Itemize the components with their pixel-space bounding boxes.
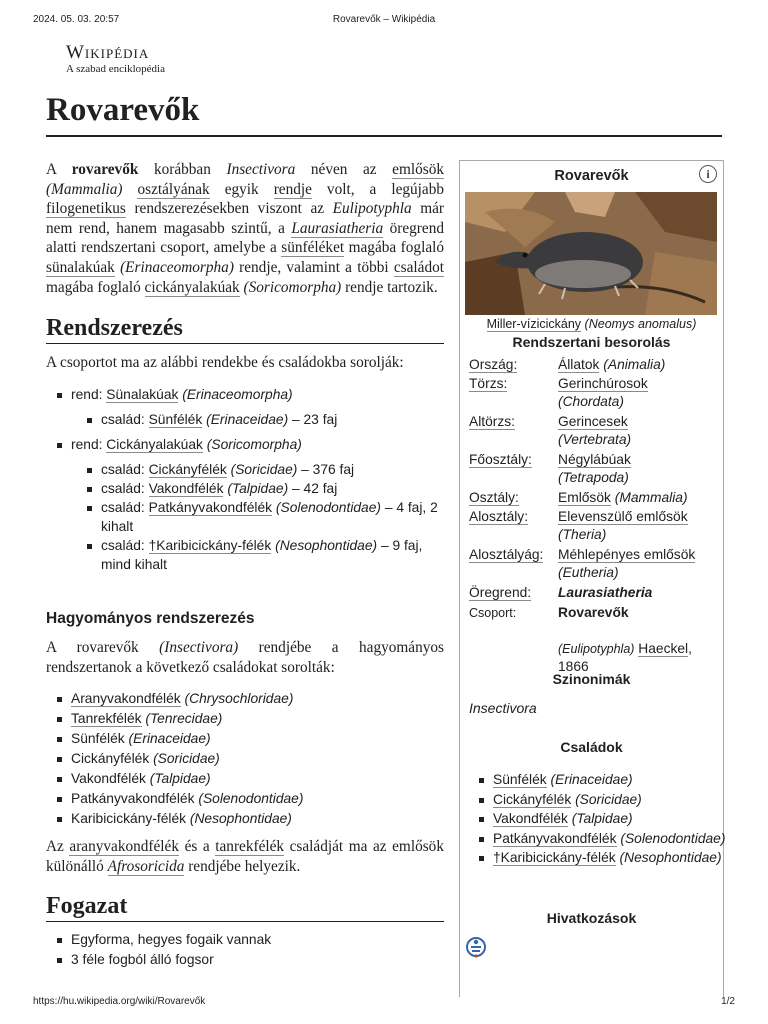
print-page-number: 1/2 (721, 996, 735, 1007)
text-run: (Neomys anomalus) (584, 317, 697, 331)
wikispecies-icon[interactable] (465, 935, 487, 959)
inline-link[interactable]: Osztály: (469, 490, 519, 505)
traditional-family-item (71, 789, 444, 809)
inline-link[interactable]: Gerincesek (558, 414, 628, 429)
text-run: magába foglaló (46, 278, 145, 296)
taxonomy-rows (469, 356, 719, 674)
text-run: A (46, 161, 72, 178)
taxonomy-rank (469, 584, 531, 602)
inline-link[interactable]: aranyvakondfélék (69, 838, 179, 856)
text-run: (Mammalia) (46, 180, 123, 198)
inline-link[interactable]: Vakondfélék (493, 811, 568, 826)
inline-link[interactable]: Miller-vízicickány (486, 317, 582, 331)
inline-link[interactable]: Patkányvakondfélék (493, 830, 617, 846)
print-footer (33, 996, 735, 1010)
dentition-item (71, 950, 444, 970)
order-item (71, 435, 444, 574)
infobox-families-list (469, 770, 743, 868)
inline-link[interactable]: Gerinchúrosok (558, 376, 648, 391)
taxonomy-row (469, 356, 719, 375)
inline-link[interactable]: filogenetikus (46, 200, 126, 218)
print-page-title: Rovarevők – Wikipédia (332, 14, 436, 25)
inline-link[interactable]: Alosztály: (469, 509, 529, 524)
family-item (101, 498, 444, 536)
inline-link[interactable]: Haeckel (638, 641, 689, 656)
shrew-photo[interactable] (465, 192, 717, 315)
text-run: rendjébe helyezik. (184, 857, 301, 875)
family-item (101, 536, 444, 574)
section-heading-hagyomanyos: Hagyományos rendszerezés (46, 610, 255, 628)
taxonomy-row (469, 546, 719, 584)
wikipedia-logo[interactable] (66, 42, 165, 75)
inline-link[interactable]: Négylábúak (558, 452, 631, 467)
inline-link[interactable]: Cickányfélék (148, 462, 227, 478)
inline-link[interactable]: Cickányalakúak (106, 437, 203, 453)
text-run: (Soricidae) (575, 791, 642, 807)
text-run: – 4 faj, 2 kihalt (101, 500, 438, 535)
text-run: (Eulipotyphla) (558, 642, 635, 656)
text-run: Insectivora (226, 161, 296, 178)
page-title: Rovarevők (46, 92, 722, 137)
taxobox-title: Rovarevők (554, 168, 629, 184)
traditional-family-item (71, 769, 444, 789)
inline-link[interactable]: †Karibicickány-félék (493, 850, 616, 865)
text-run: (Solenodontidae) (275, 500, 381, 516)
text-run: Vakondfélék (71, 771, 146, 787)
taxonomy-row (469, 584, 719, 604)
text-run: A rovarevők (46, 638, 160, 656)
taxonomy-rank (469, 375, 507, 393)
text-run: Csoport: (469, 606, 517, 620)
taxonomy-rank (469, 546, 543, 564)
inline-link[interactable]: Vakondfélék (148, 481, 224, 497)
taxonomy-value (558, 604, 719, 676)
family-item (101, 479, 444, 498)
print-datetime: 2024. 05. 03. 20:57 (33, 14, 120, 25)
taxonomy-value (558, 489, 719, 507)
orders-list (46, 385, 444, 574)
text-run: rend: (71, 387, 107, 403)
taxonomy-value (558, 375, 719, 411)
text-run: 3 féle fogból álló fogsor (71, 951, 214, 967)
text-run: család: (101, 538, 149, 554)
text-run: néven az (295, 161, 393, 178)
inline-link[interactable]: Méhlepényes emlősök (558, 547, 696, 562)
print-header (33, 14, 735, 28)
inline-link[interactable]: Sünalakúak (106, 387, 179, 403)
order-item (71, 385, 444, 429)
inline-link[interactable]: rendje (273, 180, 312, 198)
text-run: családját ma az emlősök különálló (46, 838, 444, 875)
families-heading: Családok (560, 739, 623, 755)
taxonomy-row (469, 604, 719, 674)
inline-link[interactable]: Sünfélék (493, 772, 547, 787)
inline-link[interactable]: †Karibicickány-félék (148, 538, 272, 554)
inline-link[interactable]: Sünfélék (148, 412, 203, 428)
logo-wordmark: Wikipédia (66, 42, 150, 63)
text-run: (Chordata) (558, 394, 624, 409)
text-run: – 42 faj (288, 481, 338, 497)
taxonomy-row (469, 451, 719, 489)
taxonomy-rank (469, 413, 515, 431)
photo-caption (460, 315, 723, 333)
text-run: (Animalia) (603, 357, 666, 372)
inline-link[interactable]: Törzs: (469, 376, 508, 391)
inline-link[interactable]: Emlősök (558, 490, 611, 505)
inline-link[interactable]: Ország: (469, 357, 518, 372)
taxonomy-value (558, 584, 719, 602)
text-run: rovarevők (71, 161, 139, 178)
text-run: család: (101, 500, 149, 516)
traditional-lead (46, 638, 444, 677)
taxonomy-rank (469, 356, 517, 374)
text-run: család: (101, 481, 149, 497)
family-sublist (71, 460, 444, 574)
inline-link[interactable]: családot (393, 258, 444, 276)
taxonomy-value (558, 413, 719, 449)
inline-link[interactable]: osztályának (137, 180, 210, 198)
logo-tagline: A szabad enciklopédia (66, 63, 165, 75)
text-run: (Tetrapoda) (558, 470, 629, 485)
taxonomy-value (558, 451, 719, 487)
inline-link[interactable]: tanrekfélék (215, 838, 285, 856)
infobox-family-item (493, 829, 743, 849)
text-run: család: (101, 412, 149, 428)
print-url: https://hu.wikipedia.org/wiki/Rovarevők (33, 996, 206, 1007)
intro-paragraph (46, 160, 444, 297)
info-icon[interactable]: i (699, 165, 717, 183)
text-run: rendjébe a hagyományos rendszertanok a következő családokat sorolták: (46, 638, 444, 676)
text-run: Eulipotyphla (332, 200, 412, 218)
text-run: (Erinaceomorpha) (182, 387, 293, 403)
traditional-family-item (71, 709, 444, 729)
text-run: (Solenodontidae) (620, 830, 726, 846)
text-run: (Soricomorpha) (243, 278, 342, 296)
text-run: (Insectivora) (159, 638, 239, 656)
text-run: (Nesophontidae) (275, 538, 378, 554)
taxonomy-row (469, 489, 719, 508)
text-run: magába foglaló (344, 239, 445, 257)
family-item (101, 460, 444, 479)
infobox-family-item (493, 809, 743, 829)
inline-link[interactable]: Laurasiatheria (291, 219, 384, 237)
synonym-text: Insectivora (469, 700, 537, 716)
taxonomy-rank (469, 508, 528, 526)
text-run: (Erinaceomorpha) (120, 258, 234, 276)
infobox-family-item (493, 790, 743, 810)
taxonomy-rank (469, 604, 516, 622)
text-run: – 23 faj (288, 412, 338, 428)
section-heading-rendszerezes: Rendszerezés (46, 319, 444, 344)
references-heading: Hivatkozások (546, 910, 637, 926)
family-sublist (71, 410, 444, 429)
taxonomy-rank (469, 451, 532, 469)
text-run: Sünfélék (71, 731, 125, 747)
text-run: (Mammalia) (614, 490, 688, 505)
classification-lead: A csoportot ma az alábbi rendekbe és családokba sorolják: (46, 353, 404, 371)
infobox-family-item (493, 770, 743, 790)
text-run: Patkányvakondfélék (71, 791, 195, 807)
text-run: korábban (138, 161, 227, 178)
text-run: , 1866 (558, 641, 692, 674)
text-run: család: (101, 462, 149, 478)
text-run: (Vertebrata) (558, 432, 632, 447)
inline-link[interactable]: emlősök (392, 161, 444, 178)
text-run: egyik (209, 180, 274, 198)
traditional-family-item (71, 729, 444, 749)
text-run (122, 181, 137, 198)
inline-link[interactable]: sünalakúak (46, 258, 115, 276)
traditional-family-item (71, 689, 444, 709)
section-heading-fogazat: Fogazat (46, 897, 444, 922)
taxonomy-value (558, 508, 719, 544)
text-run: (Talpidae) (571, 811, 633, 826)
inline-link[interactable]: Aranyvakondfélék (71, 691, 181, 707)
taxobox (459, 160, 724, 997)
taxonomy-rank (469, 489, 519, 507)
dentition-item (71, 930, 444, 950)
taxonomy-value (558, 546, 719, 582)
text-run: már nem rend, hanem magasabb szintű, a (46, 200, 444, 237)
text-run: (Solenodontidae) (198, 791, 304, 807)
text-run: volt, a legújabb (311, 180, 444, 198)
text-run: (Soricidae) (153, 751, 220, 767)
taxonomy-row (469, 413, 719, 451)
text-run: öregrend alatti rendszertani csoport, amelybe a (46, 219, 444, 257)
text-run: Karibicickány-félék (71, 811, 187, 827)
text-run: (Chrysochloridae) (184, 691, 294, 707)
text-run: rendje, valamint a többi (233, 258, 394, 276)
inline-link[interactable]: Tanrekfélék (71, 711, 142, 727)
text-run: és a (179, 838, 216, 856)
text-run: (Nesophontidae) (189, 811, 292, 827)
inline-link[interactable]: Patkányvakondfélék (148, 500, 273, 516)
inline-link[interactable]: Elevenszülő emlősök (558, 509, 688, 524)
text-run: (Talpidae) (227, 481, 289, 497)
taxonomy-heading: Rendszertani besorolás (512, 334, 671, 350)
text-run: (Talpidae) (149, 771, 211, 787)
text-run: – 376 faj (297, 462, 355, 478)
taxonomy-row (469, 508, 719, 546)
text-run: – 9 faj, mind kihalt (101, 538, 423, 573)
text-run: (Soricidae) (230, 462, 298, 478)
text-run: Cickányfélék (71, 751, 150, 767)
text-run: Laurasiatheria (558, 585, 653, 600)
inline-link[interactable]: Főosztály: (469, 452, 532, 467)
text-run: rendszerezésekben viszont az (125, 200, 333, 218)
text-run: (Erinaceidae) (128, 731, 211, 747)
traditional-families-list (46, 689, 444, 829)
text-run: (Soricomorpha) (206, 437, 302, 453)
text-run: rend: (71, 437, 107, 453)
taxonomy-value (558, 356, 719, 374)
text-run: Rovarevők (558, 605, 629, 620)
text-run: (Erinaceidae) (550, 772, 633, 787)
taxonomy-row (469, 375, 719, 413)
inline-link[interactable]: Állatok (558, 357, 600, 372)
family-item (101, 410, 444, 429)
afrosoricida-note (46, 837, 444, 876)
text-run: (Nesophontidae) (619, 850, 722, 865)
inline-link[interactable]: sünféléket (281, 239, 345, 257)
inline-link[interactable]: Altörzs: (469, 414, 515, 429)
text-run: Egyforma, hegyes fogaik vannak (71, 931, 272, 947)
dentition-list (46, 930, 444, 970)
inline-link[interactable]: Alosztályág: (469, 547, 544, 562)
inline-link[interactable]: Afrosoricida (107, 857, 185, 875)
infobox-family-item (493, 848, 743, 868)
text-run: (Theria) (558, 527, 607, 542)
article-body (46, 160, 444, 970)
text-run: (Tenrecidae) (145, 711, 223, 727)
traditional-family-item (71, 809, 444, 829)
inline-link[interactable]: Öregrend: (469, 585, 532, 600)
text-run: Az (46, 838, 70, 856)
text-run: (Erinaceidae) (206, 412, 289, 428)
synonyms-heading: Szinonimák (552, 671, 631, 687)
text-run: rendje tartozik. (341, 278, 438, 296)
inline-link[interactable]: cickányalakúak (144, 278, 240, 296)
inline-link[interactable]: Cickányfélék (493, 791, 572, 807)
traditional-family-item (71, 749, 444, 769)
text-run: (Eutheria) (558, 565, 619, 580)
